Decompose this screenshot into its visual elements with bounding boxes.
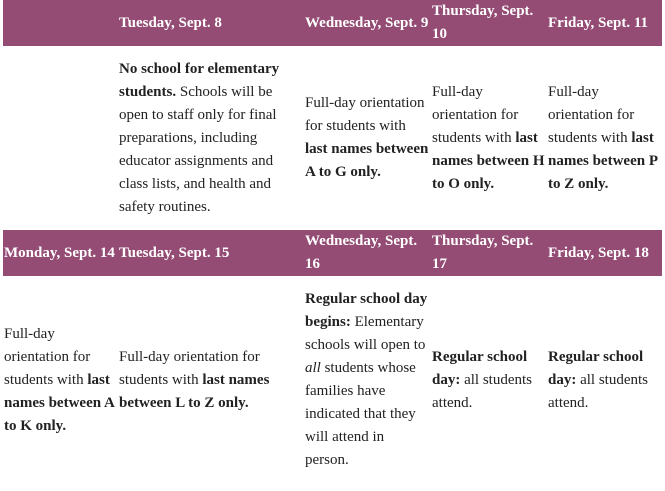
cell-text-segment: Full-day orientation for students with [305,95,425,134]
schedule-table [3,0,662,484]
cell-wednesday-sept-9 [304,46,431,230]
cell-text-segment: all students attend. [432,371,533,411]
header-wednesday-sept-16: Wednesday, Sept. 16 [304,230,431,276]
cell-text-segment: all students attend. [548,371,649,411]
cell-text-segment: last names between A to K only. [4,371,114,434]
header-friday-sept-11: Friday, Sept. 11 [547,0,662,46]
header-tuesday-sept-8: Tuesday, Sept. 8 [118,0,304,46]
header-friday-sept-18: Friday, Sept. 18 [547,230,662,276]
header-wednesday-sept-9: Wednesday, Sept. 9 [304,0,431,46]
header-thursday-sept-10: Thursday, Sept. 10 [431,0,547,46]
cell-tuesday-sept-8 [118,46,304,230]
cell-monday-sept-14 [3,276,118,484]
cell-friday-sept-11 [547,46,662,230]
week2-header-row [3,230,662,276]
cell-tuesday-sept-15 [118,276,304,484]
cell-text-segment: Full-day orientation for students with [548,83,635,146]
cell-text-segment: No school for elementary students. [119,60,280,100]
cell-text-segment: Full-day orientation for students with [4,325,91,388]
cell-text-segment: Schools will be open to staff only for final preparations, including educator assignments and class lists, and health and safety routines. [119,83,277,215]
cell-thursday-sept-17 [431,276,547,484]
cell-text-segment: Elementary schools will open to [305,314,426,353]
cell-text-segment: Full-day orientation for students with [119,348,260,388]
header-thursday-sept-17: Thursday, Sept. 17 [431,230,547,276]
header-tuesday-sept-15: Tuesday, Sept. 15 [118,230,304,276]
cell-text-segment: Regular school day: [432,348,528,388]
cell-text-segment: Regular school day begins: [305,291,428,330]
cell-wednesday-sept-16 [304,276,431,484]
cell-text-segment: last names between L to Z only. [119,371,270,411]
cell-text-segment: last names between H to O only. [432,129,545,192]
cell-text-segment: Full-day orientation for students with [432,83,519,146]
cell-text-segment: last names between A to G only. [305,141,429,180]
week1-body-row [3,46,662,230]
week1-header-blank [3,0,118,46]
cell-friday-sept-18 [547,276,662,484]
week1-header-row [3,0,662,46]
header-monday-sept-14: Monday, Sept. 14 [3,230,118,276]
cell-text-segment: Regular school day: [548,348,644,388]
week2-body-row [3,276,662,484]
cell-text-segment: students whose families have indicated that they will attend in person. [305,360,416,468]
cell-thursday-sept-10 [431,46,547,230]
cell-text-segment: all [305,360,321,376]
cell-text-segment: last names between P to Z only. [548,129,658,192]
cell-week1-blank [3,46,118,230]
